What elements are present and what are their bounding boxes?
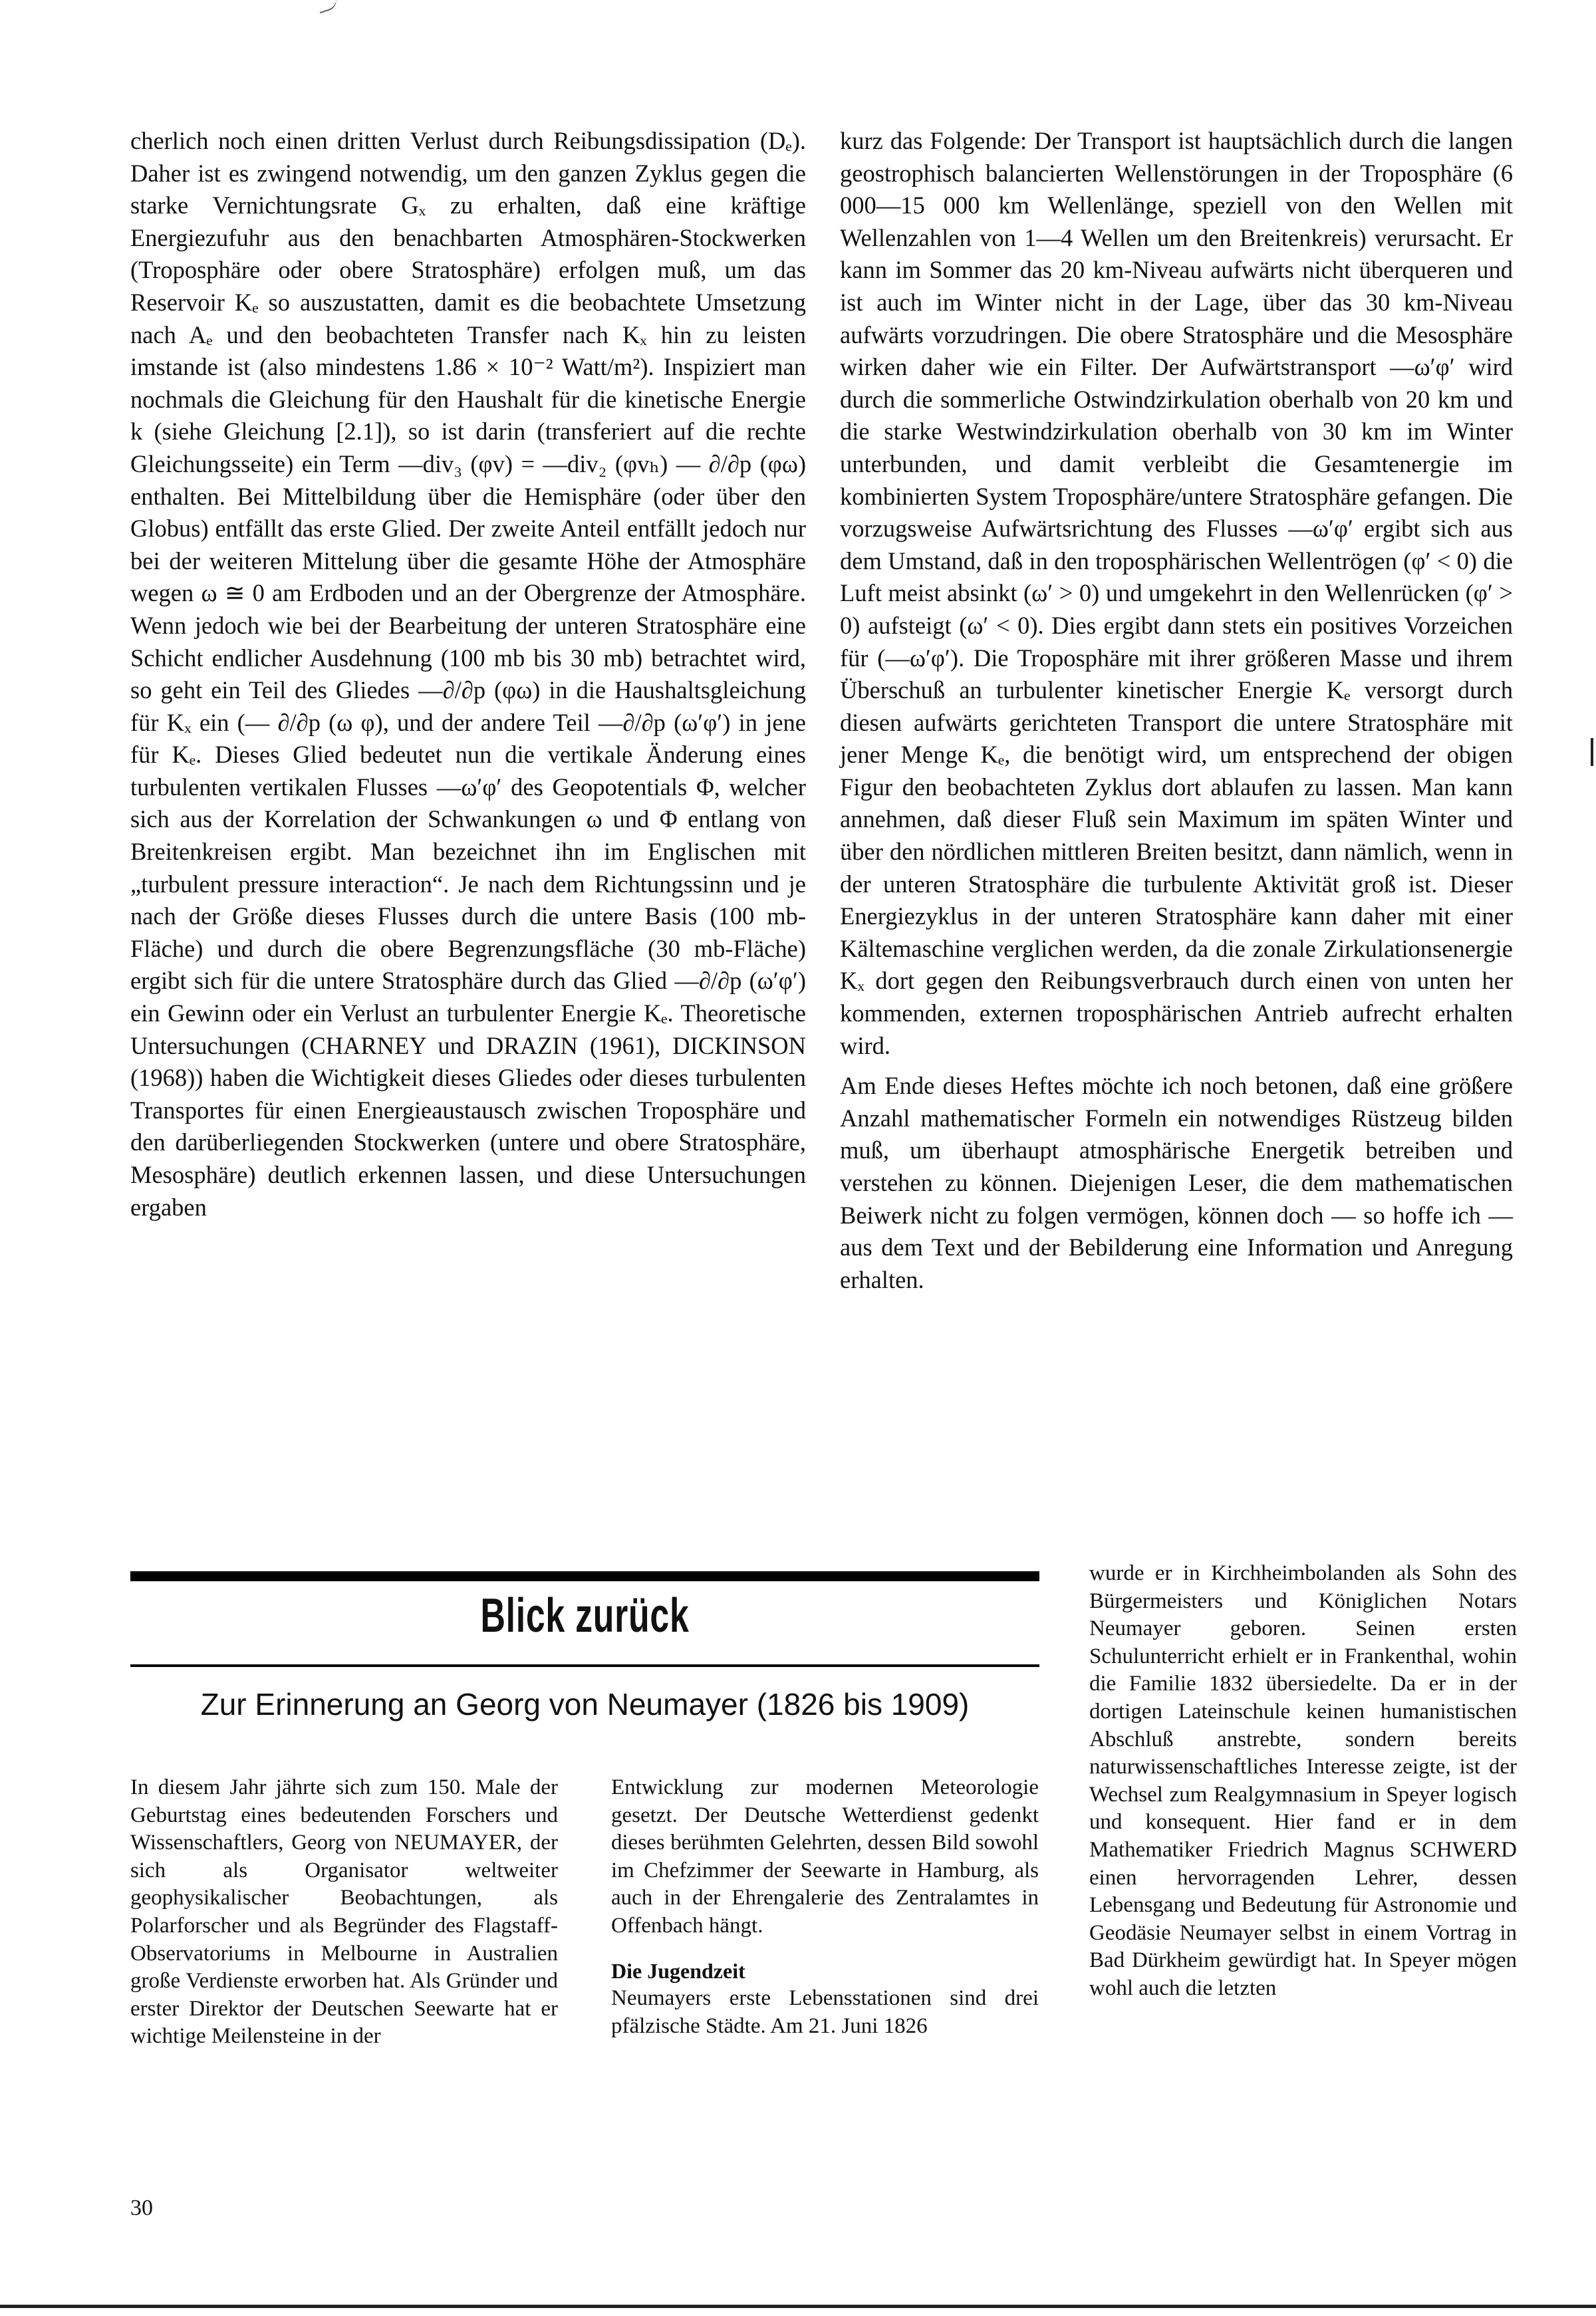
scan-bottom-edge <box>0 2305 1596 2308</box>
paragraph: In diesem Jahr jährte sich zum 150. Male der Geburtstag eines bedeutenden Forschers und Wissenschaftlers, Georg von NEUMAYER, der sich als Organisator weltweiter geophysikalischer Beobachtungen, als Polarforscher und als Begründer des Flagstaff-Observatoriums in Melbourne in Australien große Verdienste erworben hat. Als Gründer und erster Direktor der Deutschen Seewarte hat er wichtige Meilensteine in der <box>130 1775 558 2049</box>
text-column-right <box>840 125 1513 1296</box>
article-column-2 <box>611 1774 1039 2040</box>
article-column-1 <box>130 1774 558 2051</box>
headline-rule-bottom <box>130 1664 1039 1667</box>
section-heading: Die Jugendzeit <box>611 1958 745 1983</box>
headline-rule-top <box>130 1571 1039 1581</box>
text-column-left <box>130 125 806 1223</box>
page-number: 30 <box>130 2196 153 2220</box>
article-column-3 <box>1089 1560 1517 2003</box>
paragraph: cherlich noch einen dritten Verlust durch Reibungsdissipation (Dₑ). Daher ist es zwingend notwendig, um den ganzen Zyklus gegen die starke Vernichtungsrate Gₓ zu erhalten, daß eine kräftige Energiezufuhr aus den benachbarten Atmosphären-Stockwerken (Troposphäre oder obere Stratosphäre) erfolgen muß, um das Reservoir Kₑ so auszustatten, damit es die beobachtete Umsetzung nach Aₑ und den beobachteten Transfer nach Kₓ hin zu leisten imstande ist (also mindestens 1.86 × 10⁻² Watt/m²). Inspiziert man nochmals die Gleichung für den Haushalt für die kinetische Energie k (siehe Gleichung [2.1]), so ist darin (transferiert auf die rechte Gleichungsseite) ein Term —div₃ (φv) = —div₂ (φvₕ) — ∂/∂p (φω) enthalten. Bei Mittelbildung über die Hemisphäre (oder über den Globus) entfällt das erste Glied. Der zweite Anteil entfällt jedoch nur bei der weiteren Mittelung über die gesamte Höhe der Atmosphäre wegen ω ≅ 0 am Erdboden und an der Obergrenze der Atmosphäre. Wenn jedoch wie bei der Bearbeitung der unteren Stratosphäre eine Schicht endlicher Ausdehnung (100 mb bis 30 mb) betrachtet wird, so geht ein Teil des Gliedes —∂/∂p (φω) in die Haushaltsgleichung für Kₓ ein (— ∂/∂p (ω φ), und der andere Teil —∂/∂p (ω′φ′) in jene für Kₑ. Dieses Glied bedeutet nun die vertikale Änderung eines turbulenten vertikalen Flusses —ω′φ′ des Geopotentials Φ, welcher sich aus der Korrelation der Schwankungen ω und Φ entlang von Breitenkreisen ergibt. Man bezeichnet ihn im Englischen mit „turbulent pressure interaction“. Je nach dem Richtungssinn und je nach der Größe dieses Flusses durch die untere Basis (100 mb-Fläche) und durch die obere Begrenzungsfläche (30 mb-Fläche) ergibt sich für die untere Stratosphäre durch das Glied —∂/∂p (ω′φ′) ein Gewinn oder ein Verlust an turbulenter Energie Kₑ. Theoretische Untersuchungen (CHARNEY und DRAZIN (1961), DICKINSON (1968)) haben die Wichtigkeit dieses Gliedes oder dieses turbulenten Transportes für einen Energieaustausch zwischen Troposphäre und den darüberliegenden Stockwerken (untere und obere Stratosphäre, Mesosphäre) deutlich erkennen lassen, und diese Untersuchungen ergaben <box>130 127 806 1221</box>
paragraph: Am Ende dieses Heftes möchte ich noch betonen, daß eine größere Anzahl mathematischer Formeln ein notwendiges Rüstzeug bilden muß, um überhaupt atmosphärische Energetik betreiben und verstehen zu können. Diejenigen Leser, die dem mathematischen Beiwerk nicht zu folgen vermögen, können doch — so hoffe ich — aus dem Text und der Bebilderung eine Information und Anregung erhalten. <box>840 1072 1513 1293</box>
article-subheadline: Zur Erinnerung an Georg von Neumayer (1826 bis 1909) <box>200 1687 970 1722</box>
paragraph: kurz das Folgende: Der Transport ist hauptsächlich durch die langen geostrophisch balancierten Wellenstörungen in der Troposphäre (6 000—15 000 km Wellenlänge, speziell von den Wellen mit Wellenzahlen von 1—4 Wellen um den Breitenkreis) verursacht. Er kann im Sommer das 20 km-Niveau aufwärts nicht überqueren und ist auch im Winter nicht in der Lage, über das 30 km-Niveau aufwärts vorzudringen. Die obere Stratosphäre und die Mesosphäre wirken daher wie ein Filter. Der Aufwärtstransport —ω′φ′ wird durch die sommerliche Ostwindzirkulation oberhalb von 20 km und die starke Westwindzirkulation oberhalb von 30 km im Winter unterbunden, und damit verbleibt die Gesamtenergie im kombinierten System Troposphäre/untere Stratosphäre gefangen. Die vorzugsweise Aufwärtsrichtung des Flusses —ω′φ′ ergibt sich aus dem Umstand, daß in den troposphärischen Wellentrögen (φ′ < 0) die Luft meist absinkt (ω′ > 0) und umgekehrt in den Wellenrücken (φ′ > 0) aufsteigt (ω′ < 0). Dies ergibt dann stets ein positives Vorzeichen für (—ω′φ′). Die Troposphäre mit ihrer größeren Masse und ihrem Überschuß an turbulenter kinetischer Energie Kₑ versorgt durch diesen aufwärts gerichteten Transport die untere Stratosphäre mit jener Menge Kₑ, die benötigt wird, um entsprechend der obigen Figur den beobachteten Zyklus dort ablaufen zu lassen. Man kann annehmen, daß dieser Fluß sein Maximum im späten Winter und über den nördlichen mittleren Breiten besitzt, dann nämlich, wenn in der unteren Stratosphäre die turbulente Aktivität groß ist. Dieser Energiezyklus in der unteren Stratosphäre kann daher mit einer Kältemaschine verglichen werden, da die zonale Zirkulationsenergie Kₓ dort gegen den Reibungsverbrauch durch einen von unten her kommenden, externen troposphärischen Antrieb aufrecht erhalten wird. <box>840 127 1513 1059</box>
article-headline: Blick zurück <box>480 1589 690 1642</box>
paragraph: wurde er in Kirchheimbolanden als Sohn des Bürgermeisters und Königlichen Notars Neumayer geboren. Seinen ersten Schulunterricht erhielt er in Frankenthal, wohin die Familie 1832 übersiedelte. Da er in der dortigen Lateinschule keinen humanistischen Abschluß anstrebte, sondern bereits naturwissenschaftliches Interesse zeigte, ist der Wechsel zum Realgymnasium in Speyer logisch und konsequent. Hier fand er in dem Mathematiker Friedrich Magnus SCHWERD einen hervorragenden Lehrer, dessen Lebensgang und Bedeutung für Astronomie und Geodäsie Neumayer selbst in einem Vortrag in Bad Dürkheim gewürdigt hat. In Speyer mögen wohl auch die letzten <box>1089 1561 1517 2000</box>
paragraph: Neumayers erste Lebensstationen sind drei pfälzische Städte. Am 21. Juni 1826 <box>611 1986 1039 2038</box>
scan-edge-mark <box>1591 738 1593 766</box>
paragraph: Entwicklung zur modernen Meteorologie gesetzt. Der Deutsche Wetterdienst gedenkt dieses berühmten Gelehrten, dessen Bild sowohl im Chefzimmer der Seewarte in Hamburg, als auch in der Ehrengalerie des Zentralamtes in Offenbach hängt. <box>611 1775 1039 1938</box>
scan-mark <box>317 0 338 13</box>
